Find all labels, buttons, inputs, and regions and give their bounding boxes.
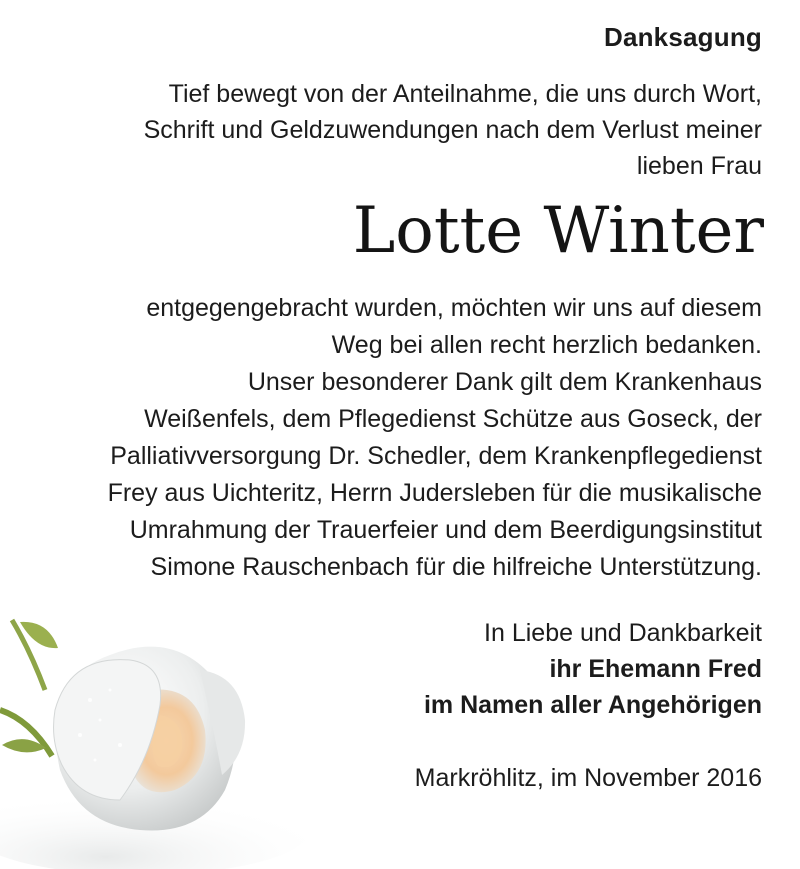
closing-signer: ihr Ehemann Fred <box>549 655 762 683</box>
deceased-name: Lotte Winter <box>352 194 764 268</box>
body-line: Unser besonderer Dank gilt dem Krankenhaus <box>247 368 762 396</box>
place-date: Markröhlitz, im November 2016 <box>414 764 762 792</box>
closing-line: In Liebe und Dankbarkeit <box>484 619 762 647</box>
intro-line: lieben Frau <box>636 152 762 180</box>
body-line: entgegengebracht wurden, möchten wir uns auf diesem <box>146 294 762 322</box>
closing-family: im Namen aller Angehörigen <box>423 691 762 719</box>
body-text <box>108 290 762 586</box>
notice-heading: Danksagung <box>603 22 762 52</box>
body-line: Weißenfels, dem Pflegedienst Schütze aus Goseck, der <box>144 405 762 433</box>
body-line: Umrahmung der Trauerfeier und dem Beerdigungsinstitut <box>129 516 762 544</box>
intro-line: Schrift und Geldzuwendungen nach dem Verlust meiner <box>143 116 762 144</box>
intro-line: Tief bewegt von der Anteilnahme, die uns durch Wort, <box>168 80 762 108</box>
body-line: Weg bei allen recht herzlich bedanken. <box>331 331 762 359</box>
closing-signature <box>424 615 762 723</box>
body-line: Simone Rauschenbach für die hilfreiche Unterstützung. <box>150 553 762 581</box>
body-line: Palliativversorgung Dr. Schedler, dem Krankenpflegedienst <box>110 442 762 470</box>
white-rose-image <box>0 560 320 869</box>
body-line: Frey aus Uichteritz, Herrn Judersleben für die musikalische <box>107 479 762 507</box>
intro-text <box>144 76 762 184</box>
